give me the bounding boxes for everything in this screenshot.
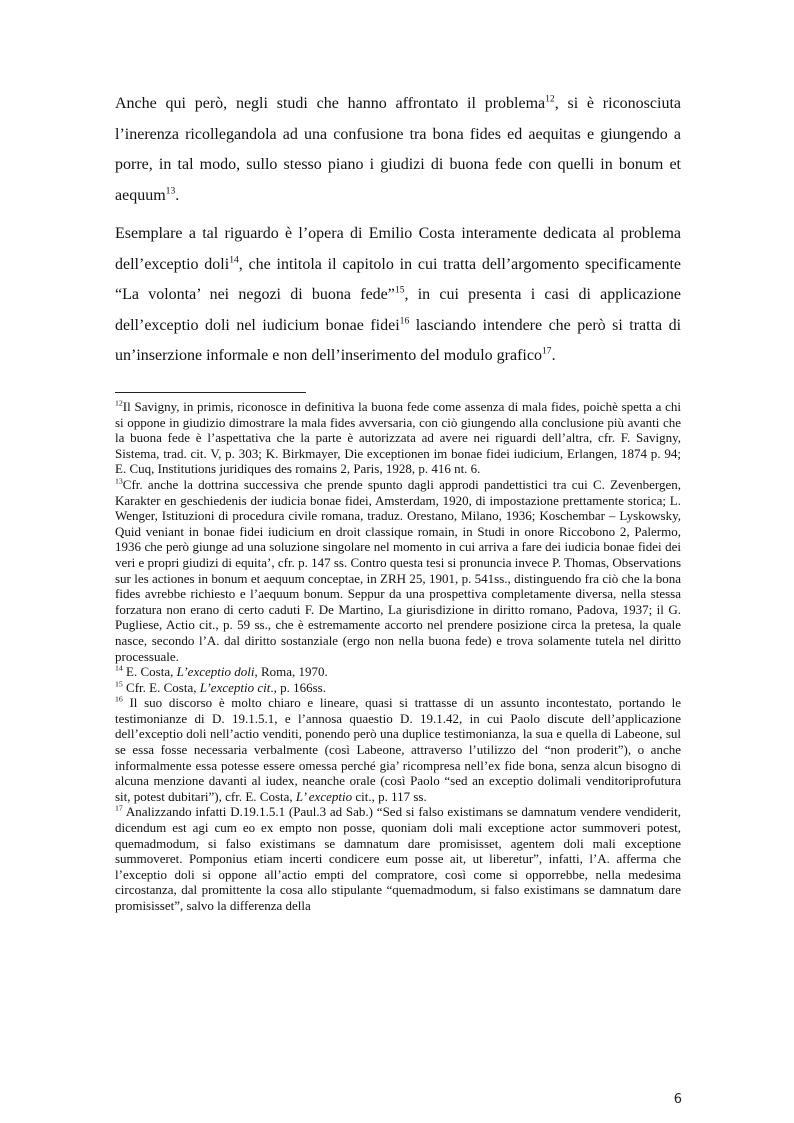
- footnote-text: ., p. 166ss.: [270, 679, 326, 695]
- body-paragraph-2: [115, 219, 681, 372]
- paragraph-text: , si è riconosciuta l’inerenza ricollegandola ad una confusione tra bona fides ed aequitas e giungendo a porre, in tal modo, sullo stesso piano i giudizi di buona fede con quelli in bonum et aequum: [115, 95, 681, 204]
- body-paragraph-1: [115, 89, 681, 211]
- footnote-12: [115, 399, 681, 477]
- footnote-book-title: L’exceptio cit: [199, 679, 271, 695]
- footnote-number: 15: [115, 679, 123, 689]
- footnote-14: [115, 664, 681, 680]
- paragraph-text: .: [175, 186, 180, 204]
- footnote-separator: [115, 392, 306, 393]
- footnote-text: Cfr. anche la dottrina successiva che prende spunto dagli approdi pandettistici tra cui C. Zevenbergen, Karakter en geschiedenis der iudicia bonae fidei, Amsterdam, 1920, di impostazione prettamente storica; L. Wenger, Istituzioni di procedura civile romana, traduz. Orestano, Milano, 1936; Koschembar – Lyskowsky, Quid veniant in bonae fidei iudicium en droit classique romain, in Studi in onore Riccobono 2, Palermo, 1936 che però giunge ad una soluzione singolare nel momento in cui arriva a fare dei iudicia bonae fidei dei veri e propri giudizi di equita’, cfr. p. 147 ss. Contro questa tesi si pronuncia invece P. Thomas, Observations sur les actiones in bonum et aequum conceptae, in ZRH 25, 1901, p. 541ss., distinguendo fra ciò che la bona fides avrebbe richiesto e l’aequum bonum. Seppur da una prospettiva completamente diversa, nella stessa forzatura non erano di certo caduti F. De Martino, La giurisdizione in diritto romano, Padova, 1937; il G. Pugliese, Actio cit., p. 59 ss., che è estremamente accorto nel prendere posizione circa la pretesa, la quale nasce, secondo l’A. dal diritto sostanziale (ergo non nella buona fede) e trova solamente tutela nel diritto processuale.: [115, 476, 681, 664]
- footnote-text: Analizzando infatti D.19.1.5.1 (Paul.3 ad Sab.) “Sed si falso existimans se damnatum vendere vendiderit, dicendum est agi cum eo ex empto non posse, quoniam doli mali exceptione actor summoveri potest, quemadmodum, si falso existimans se damnatum dare promisisset, agentem doli mali exceptione summoveret. Pomponius etiam incerti condicere eum posse ait, ut liberetur”, infatti, l’A. afferma che l’exceptio doli si oppone all’actio empti del compratore, così come si opporrebbe, nella medesima circostanza, dal promittente la cosa allo stipulante “quemadmodum, si falso existimans se damnatum dare promisisset”, salvo la differenza della: [115, 804, 681, 913]
- paragraph-text: .: [551, 347, 556, 364]
- paragraph-text: lasciando intendere che però si tratta di un’inserzione informale e non dell’inserimento del modulo grafico: [115, 316, 682, 364]
- paragraph-text: , in cui presenta i casi di applicazione dell’exceptio doli nel iudicium bonae fidei: [115, 286, 682, 334]
- footnote-book-title: L’exceptio doli: [176, 664, 255, 680]
- footnote-text: , Roma, 1970.: [254, 664, 328, 680]
- paragraph-text: Anche qui però, negli studi che hanno affrontato il problema: [115, 95, 546, 112]
- footnote-number: 13: [115, 476, 123, 486]
- paragraph-text: Esemplare a tal riguardo è l’opera di Emilio Costa interamente dedicata al problema dell’exceptio doli: [115, 225, 681, 273]
- footnote-text: cit., p. 117 ss.: [352, 788, 427, 804]
- footnote-13: [115, 477, 681, 664]
- footnote-ref-17[interactable]: 17: [541, 345, 552, 357]
- footnote-15: [115, 680, 681, 696]
- footnote-text: Il Savigny, in primis, riconosce in definitiva la buona fede come assenza di mala fides, poichè spetta a chi si oppone in giudizio dimostrare la mala fides avversaria, con ciò giungendo alla conclusione più avanti che la buona fede è l’aspettativa che la parte è autorizzata ad avere nei riguardi dell’altra, cfr. F. Savigny, Sistema, trad. cit. V, p. 303; K. Birkmayer, Die exceptionen im bonae fidei iudicium, Erlangen, 1874 p. 94; E. Cuq, Institutions juridiques des romains 2, Paris, 1928, p. 416 nt. 6.: [115, 399, 681, 477]
- footnotes-section: [115, 399, 681, 914]
- footnote-number: 12: [115, 398, 123, 408]
- footnote-number: 17: [115, 804, 123, 814]
- footnote-text: Il suo discorso è molto chiaro e lineare, quasi si trattasse di un assunto incontestato, portando le testimonianze di D. 19.1.5.1, e l’annosa quaestio D. 19.1.42, in cui Paolo discute dell’applicazione dell’exceptio doli nell’actio venditi, ponendo però una duplice testimonianza, la sua e quella di Labeone, sul se essa fosse necessaria verbalmente (così Labeone, attraverso l’utilizzo del “non proderit”), o anche informalmente essa potesse essere omessa perché gia’ ricompresa nell’ex fide bona, senza alcun bisogno di alcuna menzione davanti al iudex, neanche orale (così Paolo “sed an exceptio dolimali venditoriprofutura sit, potest dubitari”), cfr. E. Costa,: [115, 695, 681, 804]
- page-number: 6: [673, 1092, 682, 1107]
- footnote-ref-15[interactable]: 15: [394, 284, 405, 296]
- footnote-ref-16[interactable]: 16: [399, 315, 410, 327]
- footnote-number: 16: [115, 694, 123, 704]
- footnote-book-title: L’ exceptio: [295, 788, 353, 804]
- footnote-17: [115, 804, 681, 913]
- footnote-ref-14[interactable]: 14: [229, 254, 239, 266]
- paragraph-text: , che intitola il capitolo in cui tratta dell’argomento specificamente “La volonta’ nei negozi di buona fede”: [115, 255, 682, 303]
- footnote-ref-12[interactable]: 12: [545, 93, 555, 105]
- footnote-ref-13[interactable]: 13: [165, 185, 176, 197]
- footnote-text: Cfr. E. Costa,: [122, 679, 200, 695]
- footnote-number: 14: [115, 663, 123, 673]
- footnote-text: E. Costa,: [122, 664, 177, 680]
- footnote-16: [115, 695, 681, 804]
